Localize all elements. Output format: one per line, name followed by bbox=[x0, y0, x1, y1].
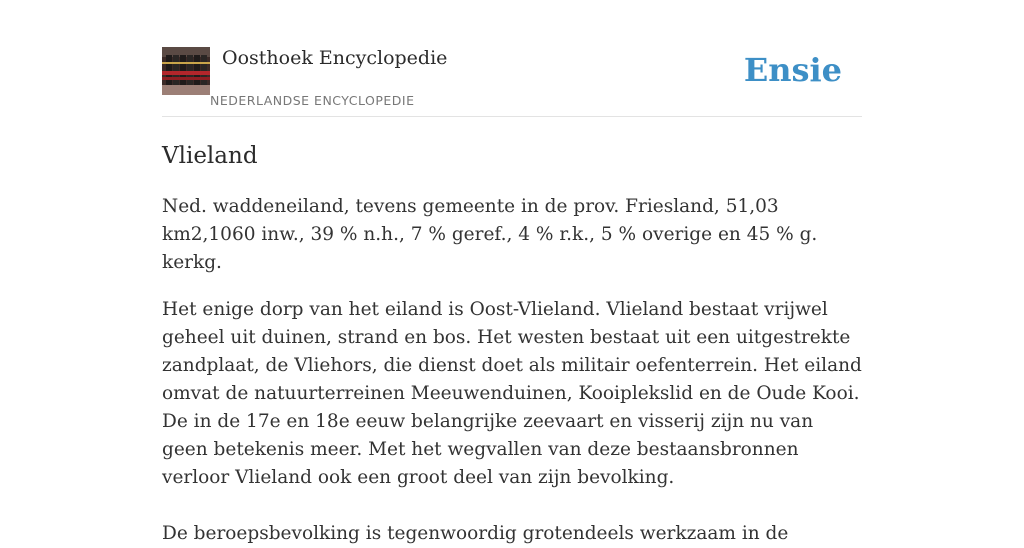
article-paragraph: De beroepsbevolking is tegenwoordig grotendeels werkzaam in de bbox=[162, 523, 789, 544]
books-image bbox=[162, 47, 210, 95]
brand-logo-link[interactable]: Ensie bbox=[743, 51, 842, 89]
page bbox=[162, 0, 862, 544]
site-header bbox=[162, 0, 862, 117]
encyclopedia-books-icon[interactable] bbox=[162, 47, 210, 95]
article-title: Vlieland bbox=[162, 143, 258, 169]
article-paragraph: Het enige dorp van het eiland is Oost-Vlieland. Vlieland bestaat vrijwel geheel uit duinen, strand en bos. Het westen bestaat uit een uitgestrekte zandplaat, de Vliehors, die dienst doet als militair oefenterrein. Het eiland omvat de natuurterreinen Meeuwenduinen, Kooiplekslid en de Oude Kooi. De in de 17e en 18e eeuw belangrijke zeevaart en visserij zijn nu van geen betekenis meer. Met het wegvallen van deze bestaansbronnen verloor Vlieland ook een groot deel van zijn bevolking. bbox=[162, 299, 862, 488]
article-paragraph: Ned. waddeneiland, tevens gemeente in de prov. Friesland, 51,03 km2,1060 inw., 39 % n.h., 7 % geref., 4 % r.k., 5 % overige en 45 % g. kerkg. bbox=[162, 196, 818, 273]
site-title[interactable]: Oosthoek Encyclopedie bbox=[222, 47, 448, 69]
article-body bbox=[162, 193, 862, 548]
article bbox=[162, 141, 862, 548]
site-subtitle: NEDERLANDSE ENCYCLOPEDIE bbox=[210, 93, 415, 108]
